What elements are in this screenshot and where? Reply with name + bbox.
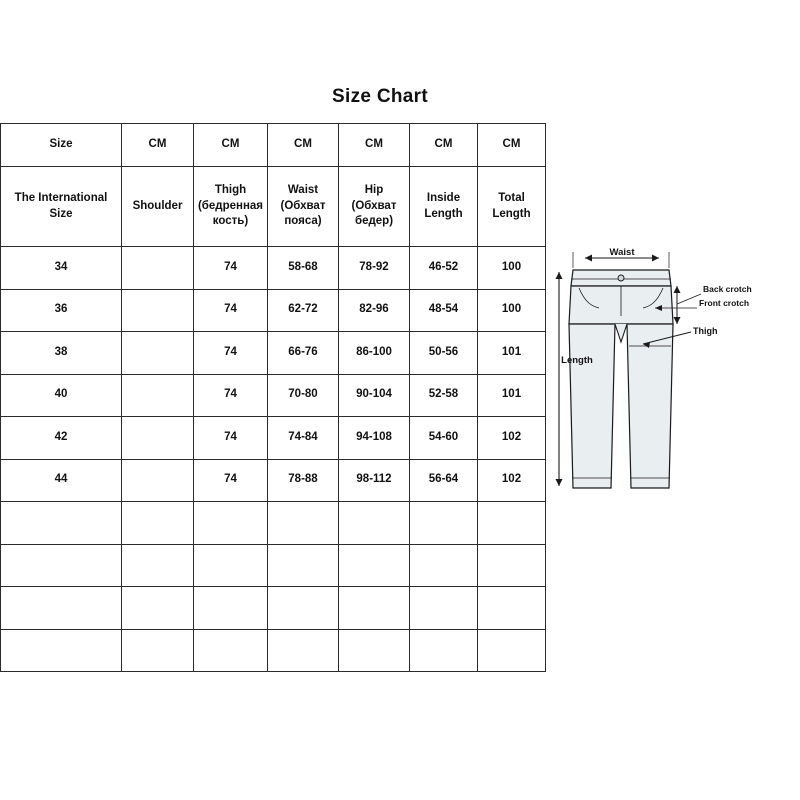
length-dimension [556, 272, 563, 486]
label-front-crotch: Front crotch [699, 298, 750, 308]
cell-empty [478, 587, 546, 630]
cell-size: 44 [1, 459, 122, 502]
table-row [1, 459, 546, 502]
cell-thigh: 74 [194, 332, 268, 375]
cell-shoulder [122, 332, 194, 375]
size-chart-table-wrap [0, 123, 545, 672]
header-cell-thigh [194, 167, 268, 247]
cell-empty [1, 502, 122, 545]
cell-empty [478, 544, 546, 587]
header-main: Hip [364, 184, 384, 197]
table-row-empty [1, 587, 546, 630]
cell-waist: 58-68 [268, 247, 339, 290]
cell-empty [410, 502, 478, 545]
cell-waist: 74-84 [268, 417, 339, 460]
header-main: Waist [287, 184, 319, 197]
cell-shoulder [122, 374, 194, 417]
unit-cell: CM [410, 124, 478, 167]
cell-size: 40 [1, 374, 122, 417]
table-row-empty [1, 544, 546, 587]
page-title: Size Chart [332, 86, 428, 107]
cell-hip: 94-108 [339, 417, 410, 460]
cell-empty [194, 502, 268, 545]
header-cell-inside-length [410, 167, 478, 247]
cell-size: 42 [1, 417, 122, 460]
cell-empty [194, 587, 268, 630]
cell-empty [1, 629, 122, 672]
cell-empty [268, 587, 339, 630]
cell-thigh: 74 [194, 417, 268, 460]
cell-hip: 78-92 [339, 247, 410, 290]
cell-waist: 78-88 [268, 459, 339, 502]
cell-hip: 90-104 [339, 374, 410, 417]
cell-empty [339, 587, 410, 630]
header-main: Total [498, 191, 525, 204]
cell-empty [268, 544, 339, 587]
cell-thigh: 74 [194, 374, 268, 417]
cell-waist: 66-76 [268, 332, 339, 375]
header-cell-hip [339, 167, 410, 247]
header-main: The International [14, 191, 108, 204]
cell-waist: 70-80 [268, 374, 339, 417]
cell-empty [410, 629, 478, 672]
cell-empty [122, 502, 194, 545]
cell-total-length: 100 [478, 289, 546, 332]
cell-size: 38 [1, 332, 122, 375]
cell-thigh: 74 [194, 247, 268, 290]
cell-total-length: 102 [478, 459, 546, 502]
cell-empty [410, 544, 478, 587]
cell-total-length: 101 [478, 332, 546, 375]
cell-total-length: 100 [478, 247, 546, 290]
unit-cell: CM [478, 124, 546, 167]
cell-size: 36 [1, 289, 122, 332]
front-crotch-dimension [655, 305, 697, 311]
header-sub: (бедренная кость) [197, 199, 264, 228]
cell-total-length: 101 [478, 374, 546, 417]
cell-empty [478, 629, 546, 672]
header-sub: Length [492, 207, 531, 220]
cell-thigh: 74 [194, 289, 268, 332]
cell-empty [410, 587, 478, 630]
cell-empty [268, 629, 339, 672]
table-header-row [1, 167, 546, 247]
table-row [1, 417, 546, 460]
cell-empty [339, 544, 410, 587]
cell-inside-length: 54-60 [410, 417, 478, 460]
unit-cell: CM [122, 124, 194, 167]
cell-size: 34 [1, 247, 122, 290]
table-row [1, 247, 546, 290]
cell-hip: 98-112 [339, 459, 410, 502]
cell-inside-length: 46-52 [410, 247, 478, 290]
header-main: Inside [426, 191, 461, 204]
cell-inside-length: 56-64 [410, 459, 478, 502]
header-cell-waist [268, 167, 339, 247]
cell-empty [478, 502, 546, 545]
back-crotch-dimension [674, 286, 702, 324]
header-main: Shoulder [132, 199, 183, 212]
cell-empty [1, 587, 122, 630]
label-waist: Waist [609, 247, 635, 258]
unit-cell: CM [339, 124, 410, 167]
header-cell-shoulder [122, 167, 194, 247]
cell-shoulder [122, 417, 194, 460]
table-row-empty [1, 629, 546, 672]
cell-empty [122, 587, 194, 630]
unit-cell: CM [268, 124, 339, 167]
table-row-empty [1, 502, 546, 545]
header-sub: (Обхват бедер) [351, 199, 397, 228]
cell-hip: 86-100 [339, 332, 410, 375]
table-row [1, 374, 546, 417]
cell-shoulder [122, 247, 194, 290]
cell-empty [194, 544, 268, 587]
cell-total-length: 102 [478, 417, 546, 460]
cell-empty [339, 502, 410, 545]
header-sub: Length [424, 207, 463, 220]
cell-inside-length: 48-54 [410, 289, 478, 332]
header-sub: Size [49, 207, 73, 220]
cell-empty [194, 629, 268, 672]
cell-empty [339, 629, 410, 672]
header-main: Thigh [214, 184, 247, 197]
table-row [1, 289, 546, 332]
cell-empty [122, 629, 194, 672]
cell-hip: 82-96 [339, 289, 410, 332]
table-row [1, 332, 546, 375]
cell-shoulder [122, 459, 194, 502]
cell-thigh: 74 [194, 459, 268, 502]
unit-cell: Size [1, 124, 122, 167]
unit-cell: CM [194, 124, 268, 167]
cell-empty [1, 544, 122, 587]
cell-shoulder [122, 289, 194, 332]
size-chart-table [0, 123, 546, 672]
label-back-crotch: Back crotch [703, 284, 752, 294]
header-sub: (Обхват пояса) [280, 199, 326, 228]
header-cell-total-length [478, 167, 546, 247]
cell-inside-length: 50-56 [410, 332, 478, 375]
cell-empty [268, 502, 339, 545]
cell-waist: 62-72 [268, 289, 339, 332]
header-cell-international-size [1, 167, 122, 247]
trousers-illustration [569, 270, 673, 488]
label-thigh: Thigh [693, 326, 718, 336]
pants-measurement-diagram [551, 246, 781, 514]
table-unit-row [1, 124, 546, 167]
cell-inside-length: 52-58 [410, 374, 478, 417]
cell-empty [122, 544, 194, 587]
label-length: Length [561, 355, 593, 366]
